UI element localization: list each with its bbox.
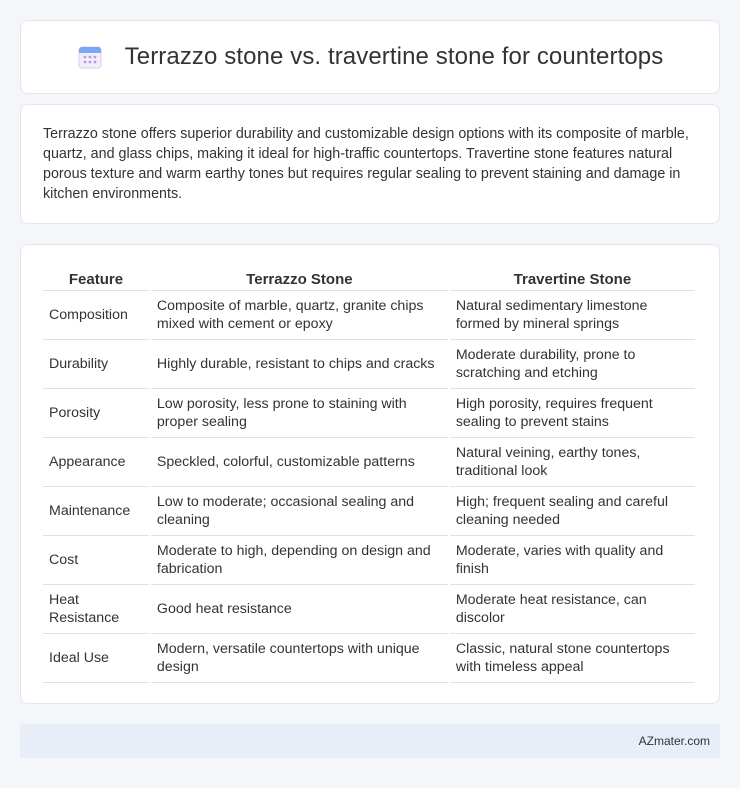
cell-travertine: Classic, natural stone countertops with timeless appeal bbox=[450, 634, 695, 683]
table-row bbox=[43, 634, 695, 683]
cell-feature: Durability bbox=[43, 340, 149, 389]
comparison-table-card bbox=[20, 244, 720, 704]
page-title: Terrazzo stone vs. travertine stone for countertops bbox=[124, 43, 664, 70]
cell-feature: Heat Resistance bbox=[43, 585, 149, 634]
table-row bbox=[43, 291, 695, 340]
cell-travertine: Moderate heat resistance, can discolor bbox=[450, 585, 695, 634]
cell-terrazzo: Composite of marble, quartz, granite chips mixed with cement or epoxy bbox=[151, 291, 448, 340]
title-card bbox=[20, 20, 720, 94]
summary-text: Terrazzo stone offers superior durability and customizable design options with its composite of marble, quartz, and glass chips, making it ideal for high-traffic countertops. Travertine stone features natural porous texture and warm earthy tones but requires regular sealing to prevent staining and damage in kitchen environments. bbox=[43, 126, 689, 202]
cell-terrazzo: Low porosity, less prone to staining with proper sealing bbox=[151, 389, 448, 438]
table-header-row bbox=[43, 265, 695, 291]
calendar-icon bbox=[77, 44, 103, 70]
table-row bbox=[43, 585, 695, 634]
table-row bbox=[43, 340, 695, 389]
cell-feature: Ideal Use bbox=[43, 634, 149, 683]
table-row bbox=[43, 487, 695, 536]
header-travertine: Travertine Stone bbox=[450, 265, 695, 291]
cell-travertine: High; frequent sealing and careful cleaning needed bbox=[450, 487, 695, 536]
footer bbox=[20, 724, 720, 758]
comparison-table bbox=[41, 265, 697, 683]
cell-terrazzo: Speckled, colorful, customizable patterns bbox=[151, 438, 448, 487]
cell-travertine: Moderate durability, prone to scratching and etching bbox=[450, 340, 695, 389]
cell-travertine: Moderate, varies with quality and finish bbox=[450, 536, 695, 585]
cell-feature: Appearance bbox=[43, 438, 149, 487]
cell-terrazzo: Good heat resistance bbox=[151, 585, 448, 634]
cell-feature: Maintenance bbox=[43, 487, 149, 536]
header-feature: Feature bbox=[43, 265, 149, 291]
cell-feature: Cost bbox=[43, 536, 149, 585]
cell-travertine: Natural sedimentary limestone formed by mineral springs bbox=[450, 291, 695, 340]
cell-terrazzo: Highly durable, resistant to chips and cracks bbox=[151, 340, 448, 389]
summary-card bbox=[20, 104, 720, 224]
cell-terrazzo: Moderate to high, depending on design and fabrication bbox=[151, 536, 448, 585]
title-wrap bbox=[77, 43, 664, 71]
table-row bbox=[43, 389, 695, 438]
table-row bbox=[43, 536, 695, 585]
cell-travertine: High porosity, requires frequent sealing to prevent stains bbox=[450, 389, 695, 438]
cell-travertine: Natural veining, earthy tones, traditional look bbox=[450, 438, 695, 487]
footer-site-name: AZmater.com bbox=[638, 734, 710, 748]
cell-terrazzo: Low to moderate; occasional sealing and cleaning bbox=[151, 487, 448, 536]
table-row bbox=[43, 438, 695, 487]
header-terrazzo: Terrazzo Stone bbox=[151, 265, 448, 291]
cell-feature: Porosity bbox=[43, 389, 149, 438]
cell-terrazzo: Modern, versatile countertops with unique design bbox=[151, 634, 448, 683]
cell-feature: Composition bbox=[43, 291, 149, 340]
